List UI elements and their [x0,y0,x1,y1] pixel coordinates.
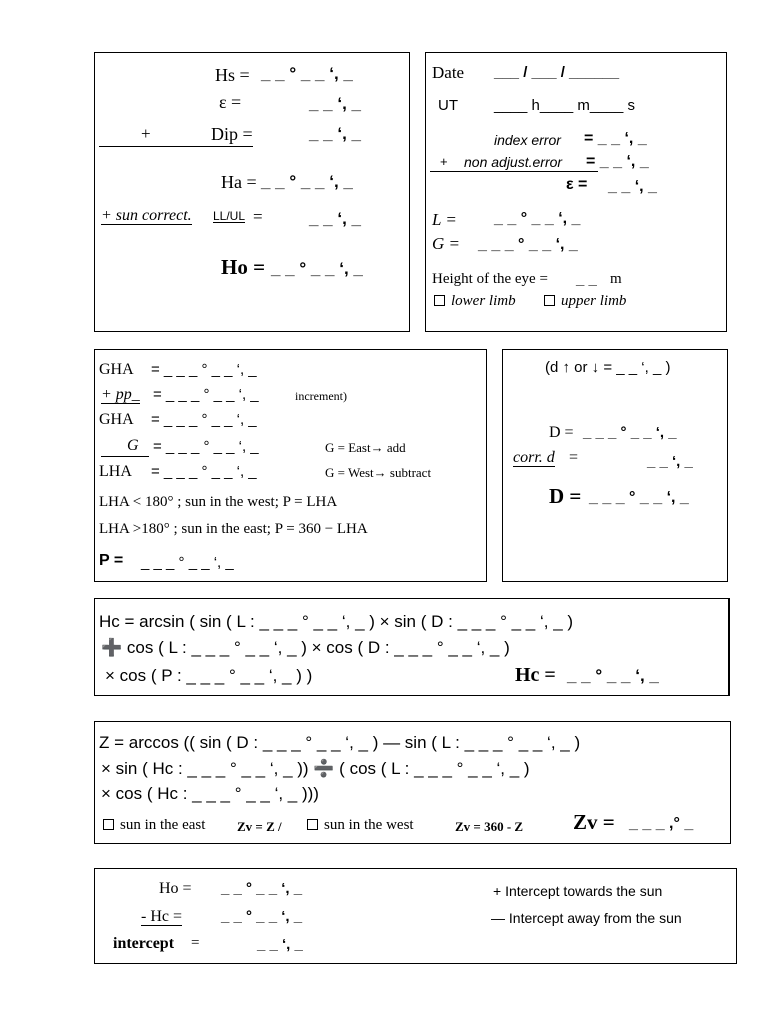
gha1-label: GHA [99,361,134,378]
d-change: (d ↑ or ↓ = _ _ ‘, _ ) [545,359,671,376]
upper-limb-option[interactable] [544,294,626,309]
z-formula-line1: Z = arccos (( sin ( D : _ _ _ ° _ _ ‘, _ ) — sin ( L : _ _ _ ° _ _ ‘, _ ) [99,733,581,752]
longitude-value: _ _ _ ° _ _ ‘, _ [478,236,578,253]
ho-label: Ho = [221,255,266,279]
hour-angle-box [94,349,487,582]
longitude-label: G = [432,234,460,253]
dip-label: Dip = [211,124,253,144]
lha-rule-east: LHA >180° ; sun in the east; P = 360 − LHA [99,521,368,537]
date-value: ___ / ___ / ______ [494,64,620,81]
lha-label: LHA [99,463,132,480]
lha-value: = _ _ _ ° _ _ ‘, _ [151,463,257,480]
ha-label: Ha = [221,172,257,192]
intercept-hc-value: _ _ ° _ _ ‘, _ [221,908,303,925]
latitude-label: L = [432,210,457,229]
p-label: P = [99,552,124,569]
gha2-label: GHA [99,411,134,428]
hs-value: _ _ ° _ _ ‘, _ [261,64,353,83]
g-underline [101,456,149,457]
z-formula-line3: × cos ( Hc : _ _ _ ° _ _ ‘, _ ))) [101,784,319,803]
height-eye-unit: m [610,271,622,287]
observation-data-box [425,52,727,332]
sun-west-checkbox[interactable] [307,819,318,830]
dip-plus: + [141,124,151,143]
hc-formula-box [94,598,730,696]
declination-box [502,349,728,582]
upper-limb-checkbox[interactable] [544,295,555,306]
intercept-ho-value: _ _ ° _ _ ‘, _ [221,880,303,897]
gha1-value: = _ _ _ ° _ _ ‘, _ [151,361,257,378]
intercept-ho-label: Ho = [159,880,192,897]
dip-underline [99,146,253,147]
height-eye-value: _ _ [576,271,597,288]
non-adjust-underline [430,171,598,172]
pp-value: = _ _ _ ° _ _ ‘, _ [153,386,259,403]
g-east-rule: G = East→ add [325,440,406,455]
hs-label: Hs = [215,65,250,85]
eps-label: ε = [219,92,242,112]
declination-result-label: D = [549,484,582,508]
intercept-eq: = [191,935,200,951]
sun-correction-label: + sun correct. [101,207,192,224]
dip-value: _ _ ‘, _ [309,124,361,143]
corr-d-eq: = [569,449,579,466]
eps-value: _ _ ‘, _ [309,94,361,113]
hc-formula-line3: × cos ( P : _ _ _ ° _ _ ‘, _ ) ) [105,666,313,685]
sun-east-label: sun in the east [120,817,206,833]
zv-east-formula: Zv = Z / [237,819,282,834]
ha-value: _ _ ° _ _ ‘, _ [261,172,353,191]
intercept-label: intercept [113,935,175,952]
eps-value-2: _ _ ‘, _ [608,178,657,195]
zv-west-formula: Zv = 360 - Z [455,819,524,834]
non-adjust-plus: + [440,154,448,169]
lower-limb-checkbox[interactable] [434,295,445,306]
lower-limb-label: lower limb [451,293,516,309]
intercept-value: _ _ ‘, _ [257,936,303,953]
hc-result-value: _ _ ° _ _ ‘, _ [567,666,659,685]
sun-west-label: sun in the west [324,817,414,833]
p-value: _ _ _ ° _ _ ‘, _ [141,554,234,571]
zv-value: _ _ _ ,° _ [629,815,694,832]
sun-correction-value: _ _ ‘, _ [309,209,361,228]
hc-formula-line2: ➕ cos ( L : _ _ _ ° _ _ ‘, _ ) × cos ( D : _ _ _ ° _ _ ‘, _ ) [101,638,510,657]
sun-correction-llul: LL/UL [213,209,246,223]
g-west-rule: G = West→ subtract [325,465,432,480]
hc-result-label: Hc = [515,664,556,686]
non-adjust-value: = _ _ ‘, _ [586,153,649,170]
latitude-value: _ _ ° _ _ ‘, _ [494,210,581,227]
intercept-away-note: — Intercept away from the sun [491,910,682,926]
ut-value: ____ h____ m____ s [494,97,635,114]
z-formula-line2: × sin ( Hc : _ _ _ ° _ _ ‘, _ )) ➗ ( cos ( L : _ _ _ ° _ _ ‘, _ ) [101,759,530,778]
gha2-value: = _ _ _ ° _ _ ‘, _ [151,411,257,428]
g-value: = _ _ _ ° _ _ ‘, _ [153,438,259,455]
ho-value: _ _ ° _ _ ‘, _ [271,259,363,278]
index-error-label: index error [494,132,561,148]
date-label: Date [432,63,465,82]
sun-east-option[interactable] [103,818,205,833]
declination-value: _ _ _ ° _ _ ‘, _ [583,424,677,441]
intercept-towards-note: + Intercept towards the sun [493,883,663,899]
corr-d-value: _ _ ‘, _ [647,453,693,470]
intercept-box [94,868,737,964]
non-adjust-label: non adjust.error [464,154,563,170]
sun-west-option[interactable] [307,818,414,833]
hc-formula-line1: Hc = arcsin ( sin ( L : _ _ _ ° _ _ ‘, _ ) × sin ( D : _ _ _ ° _ _ ‘, _ ) [99,612,574,631]
height-eye-label: Height of the eye = [432,271,548,287]
eps-label-2: ε = [566,176,588,193]
declination-result-value: _ _ _ ° _ _ ‘, _ [589,489,689,506]
index-error-value: = _ _ ‘, _ [584,130,647,147]
zv-label: Zv = [573,810,615,834]
corr-d-label: corr. d [513,449,555,466]
altitude-correction-box [94,52,410,332]
azimuth-formula-box [94,721,731,844]
intercept-hc-label: - Hc = [141,908,183,925]
sun-east-checkbox[interactable] [103,819,114,830]
increment-note: increment) [295,389,347,403]
sun-correction-eq: = [253,207,263,226]
ut-label: UT [438,97,458,114]
declination-label: D = [549,424,574,441]
upper-limb-label: upper limb [561,293,627,309]
lower-limb-option[interactable] [434,294,516,309]
pp-label: + pp_ [101,386,140,403]
g-label: G [127,437,139,454]
lha-rule-west: LHA < 180° ; sun in the west; P = LHA [99,494,338,510]
